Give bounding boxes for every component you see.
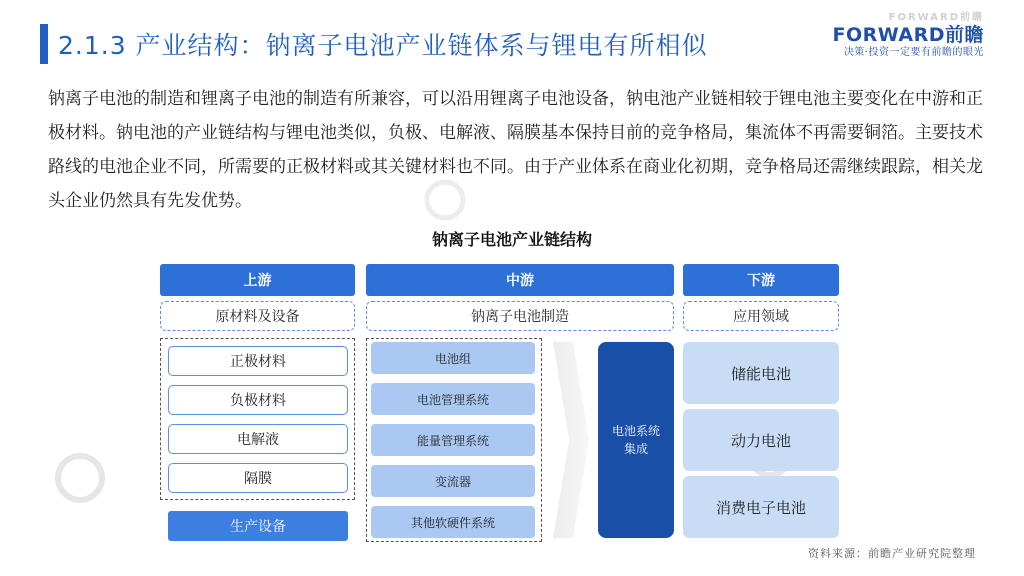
midstream-item-bms: 电池管理系统 [371,383,535,415]
intro-paragraph: 钠离子电池的制造和锂离子电池的制造有所兼容，可以沿用锂离子电池设备，钠电池产业链相较于锂电池主要变化在中游和正极材料。钠电池的产业链结构与锂电池类似，负极、电解液、隔膜基本保持目前的竞争格局，集流体不再需要铜箔。主要技术路线的电池企业不同，所需要的正极材料或其关键材料也不同。由于产业体系在商业化初期，竞争格局还需继续跟踪，相关龙头企业仍然具有先发优势。 [48,89,983,211]
upstream-item-anode: 负极材料 [168,385,348,415]
downstream-item-storage: 储能电池 [683,342,839,404]
midstream-item-converter: 变流器 [371,465,535,497]
source-note: 资料来源：前瞻产业研究院整理 [808,547,976,560]
midstream-item-ems: 能量管理系统 [371,424,535,456]
brand-logo [833,12,985,59]
logo-cn: 前瞻 [944,24,984,46]
downstream-subtitle: 应用领域 [683,301,839,331]
midstream-item-battery-pack: 电池组 [371,342,535,374]
integration-line-1: 电池系统 [611,424,660,438]
upstream-item-electrolyte: 电解液 [168,424,348,454]
midstream-item-other-systems: 其他软硬件系统 [371,506,535,538]
midstream-header: 中游 [366,264,674,296]
flow-arrow [553,342,589,538]
downstream-item-power: 动力电池 [683,409,839,471]
logo-latin: FORWARD [832,24,945,46]
upstream-equipment: 生产设备 [168,511,348,541]
downstream-item-consumer: 消费电子电池 [683,476,839,538]
upstream-item-separator: 隔膜 [168,463,348,493]
logo-wordmark [833,24,985,46]
upstream-subtitle: 原材料及设备 [160,301,355,331]
diagram-title: 钠离子电池产业链结构 [431,230,592,249]
upstream-header: 上游 [160,264,355,296]
title-accent-bar [40,24,48,64]
page-title: 2.1.3 产业结构：钠离子电池产业链体系与锂电有所相似 [58,31,708,60]
integration-line-2: 集成 [623,442,648,456]
logo-tagline: 决策·投资一定要有前瞻的眼光 [843,47,984,58]
downstream-header: 下游 [683,264,839,296]
logo-ghost-text: FORWARD前瞻 [888,12,984,23]
upstream-item-cathode: 正极材料 [168,346,348,376]
midstream-subtitle: 钠离子电池制造 [366,301,674,331]
system-integration-box [598,342,674,538]
